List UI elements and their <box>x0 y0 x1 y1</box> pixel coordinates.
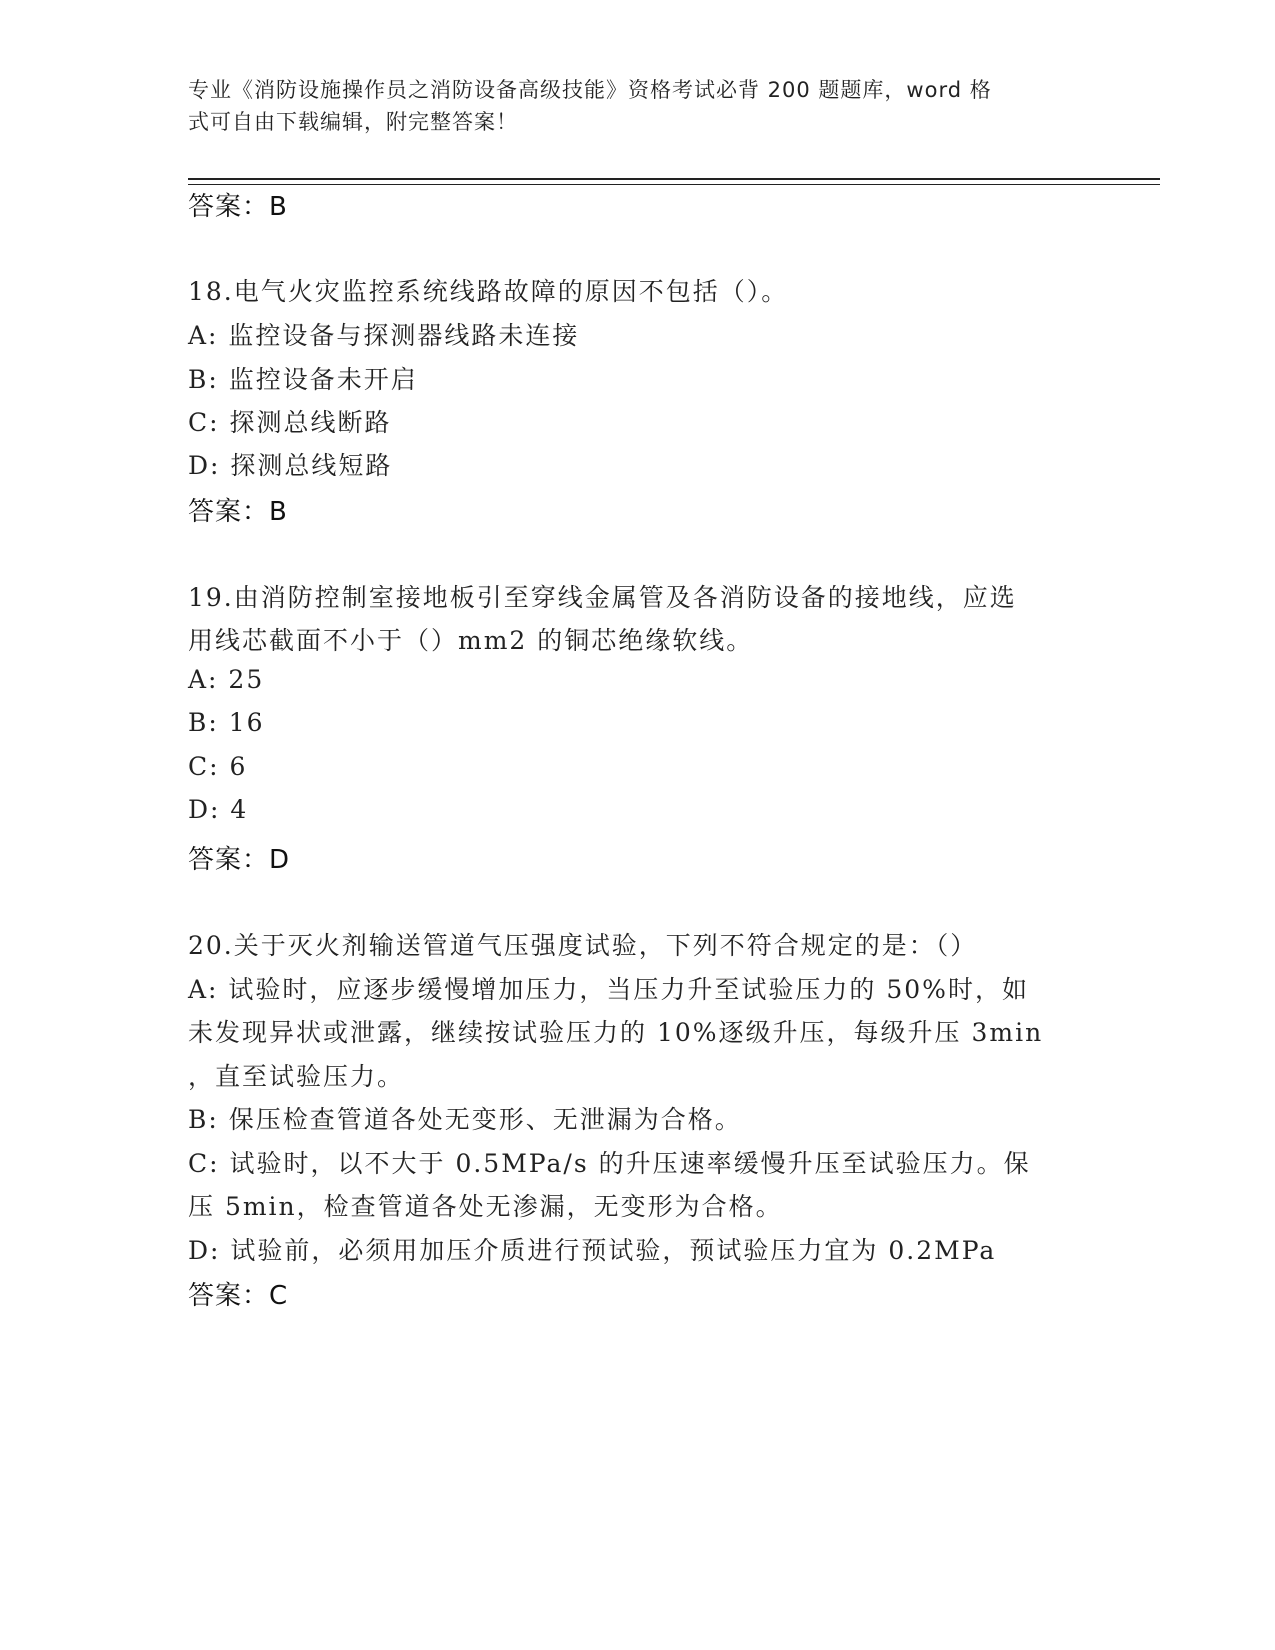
question-20-option-c-line-1: C: 试验时，以不大于 0.5MPa/s 的升压速率缓慢升压至试验压力。保 <box>188 1149 1031 1178</box>
question-20-option-d: D: 试验前，必须用加压介质进行预试验，预试验压力宜为 0.2MPa <box>188 1236 997 1265</box>
question-19-option-c: C: 6 <box>188 752 248 781</box>
question-19-answer: 答案：D <box>188 845 291 875</box>
question-20-answer: 答案：C <box>188 1281 289 1311</box>
document-header <box>188 74 1088 138</box>
question-20-option-c-line-2: 压 5min，检查管道各处无渗漏，无变形为合格。 <box>188 1192 783 1221</box>
question-18-option-d: D: 探测总线短路 <box>188 451 393 480</box>
question-18-option-a: A: 监控设备与探测器线路未连接 <box>188 321 580 350</box>
question-18-answer: 答案：B <box>188 497 288 527</box>
previous-answer: 答案：B <box>188 192 288 222</box>
question-19-option-b: B: 16 <box>188 708 265 737</box>
question-20-option-a-line-1: A: 试验时，应逐步缓慢增加压力，当压力升至试验压力的 50%时，如 <box>188 975 1029 1004</box>
question-19-stem-line-1: 19.由消防控制室接地板引至穿线金属管及各消防设备的接地线，应选 <box>188 583 1017 612</box>
question-18-option-c: C: 探测总线断路 <box>188 408 392 437</box>
header-divider <box>188 178 1160 185</box>
header-line-1: 专业《消防设施操作员之消防设备高级技能》资格考试必背 200 题题库，word 格 <box>188 78 992 102</box>
question-20-stem: 20.关于灭火剂输送管道气压强度试验，下列不符合规定的是：（） <box>188 931 978 960</box>
question-18-stem: 18.电气火灾监控系统线路故障的原因不包括（）。 <box>188 277 789 306</box>
question-20-option-b: B: 保压检查管道各处无变形、无泄漏为合格。 <box>188 1105 742 1134</box>
header-line-2: 式可自由下载编辑，附完整答案！ <box>188 110 518 134</box>
question-19-stem-line-2: 用线芯截面不小于（）mm2 的铜芯绝缘软线。 <box>188 626 754 655</box>
question-19-option-a: A: 25 <box>188 665 265 694</box>
question-20-option-a-line-3: ，直至试验压力。 <box>188 1062 405 1091</box>
question-19-option-d: D: 4 <box>188 795 249 824</box>
question-18-option-b: B: 监控设备未开启 <box>188 365 418 394</box>
question-20-option-a-line-2: 未发现异状或泄露，继续按试验压力的 10%逐级升压，每级升压 3min <box>188 1018 1044 1047</box>
